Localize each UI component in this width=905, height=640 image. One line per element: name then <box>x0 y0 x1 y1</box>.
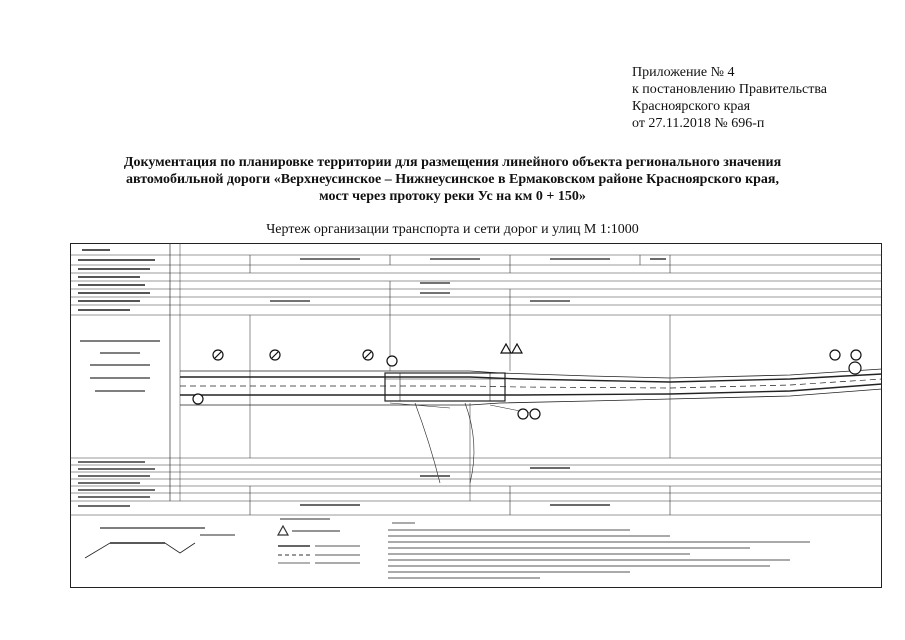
appendix-block <box>632 64 827 132</box>
road-signs <box>193 350 861 419</box>
title-line: автомобильной дороги «Верхнеусинское – Нижнеусинское в Ермаковском районе Красноярского края, <box>125 172 780 187</box>
triangle-signs <box>501 344 522 353</box>
title-line: Документация по планировке территории для размещения линейного объекта регионального значения <box>123 155 782 170</box>
appendix-line: Красноярского края <box>632 99 751 114</box>
drawing-subtitle: Чертеж организации транспорта и сети дорог и улиц М 1:1000 <box>266 222 639 237</box>
road-plan <box>180 315 882 501</box>
top-profile-table <box>70 255 882 315</box>
title-line: мост через протоку реки Ус на км 0 + 150» <box>319 189 586 204</box>
plan-left-labels <box>80 341 160 391</box>
document-title <box>60 154 845 205</box>
cross-section <box>85 528 235 558</box>
top-table-labels <box>78 250 155 310</box>
top-table-segments <box>250 255 670 315</box>
bottom-table-labels <box>78 462 610 506</box>
road-plan-svg <box>70 243 882 588</box>
appendix-line: к постановлению Правительства <box>632 82 828 97</box>
appendix-line: Приложение № 4 <box>632 65 735 80</box>
transport-drawing <box>70 243 882 588</box>
bottom-profile-table <box>70 458 882 515</box>
legend <box>278 519 360 563</box>
appendix-line: от 27.11.2018 № 696-п <box>632 116 765 131</box>
notes-block <box>388 523 810 578</box>
